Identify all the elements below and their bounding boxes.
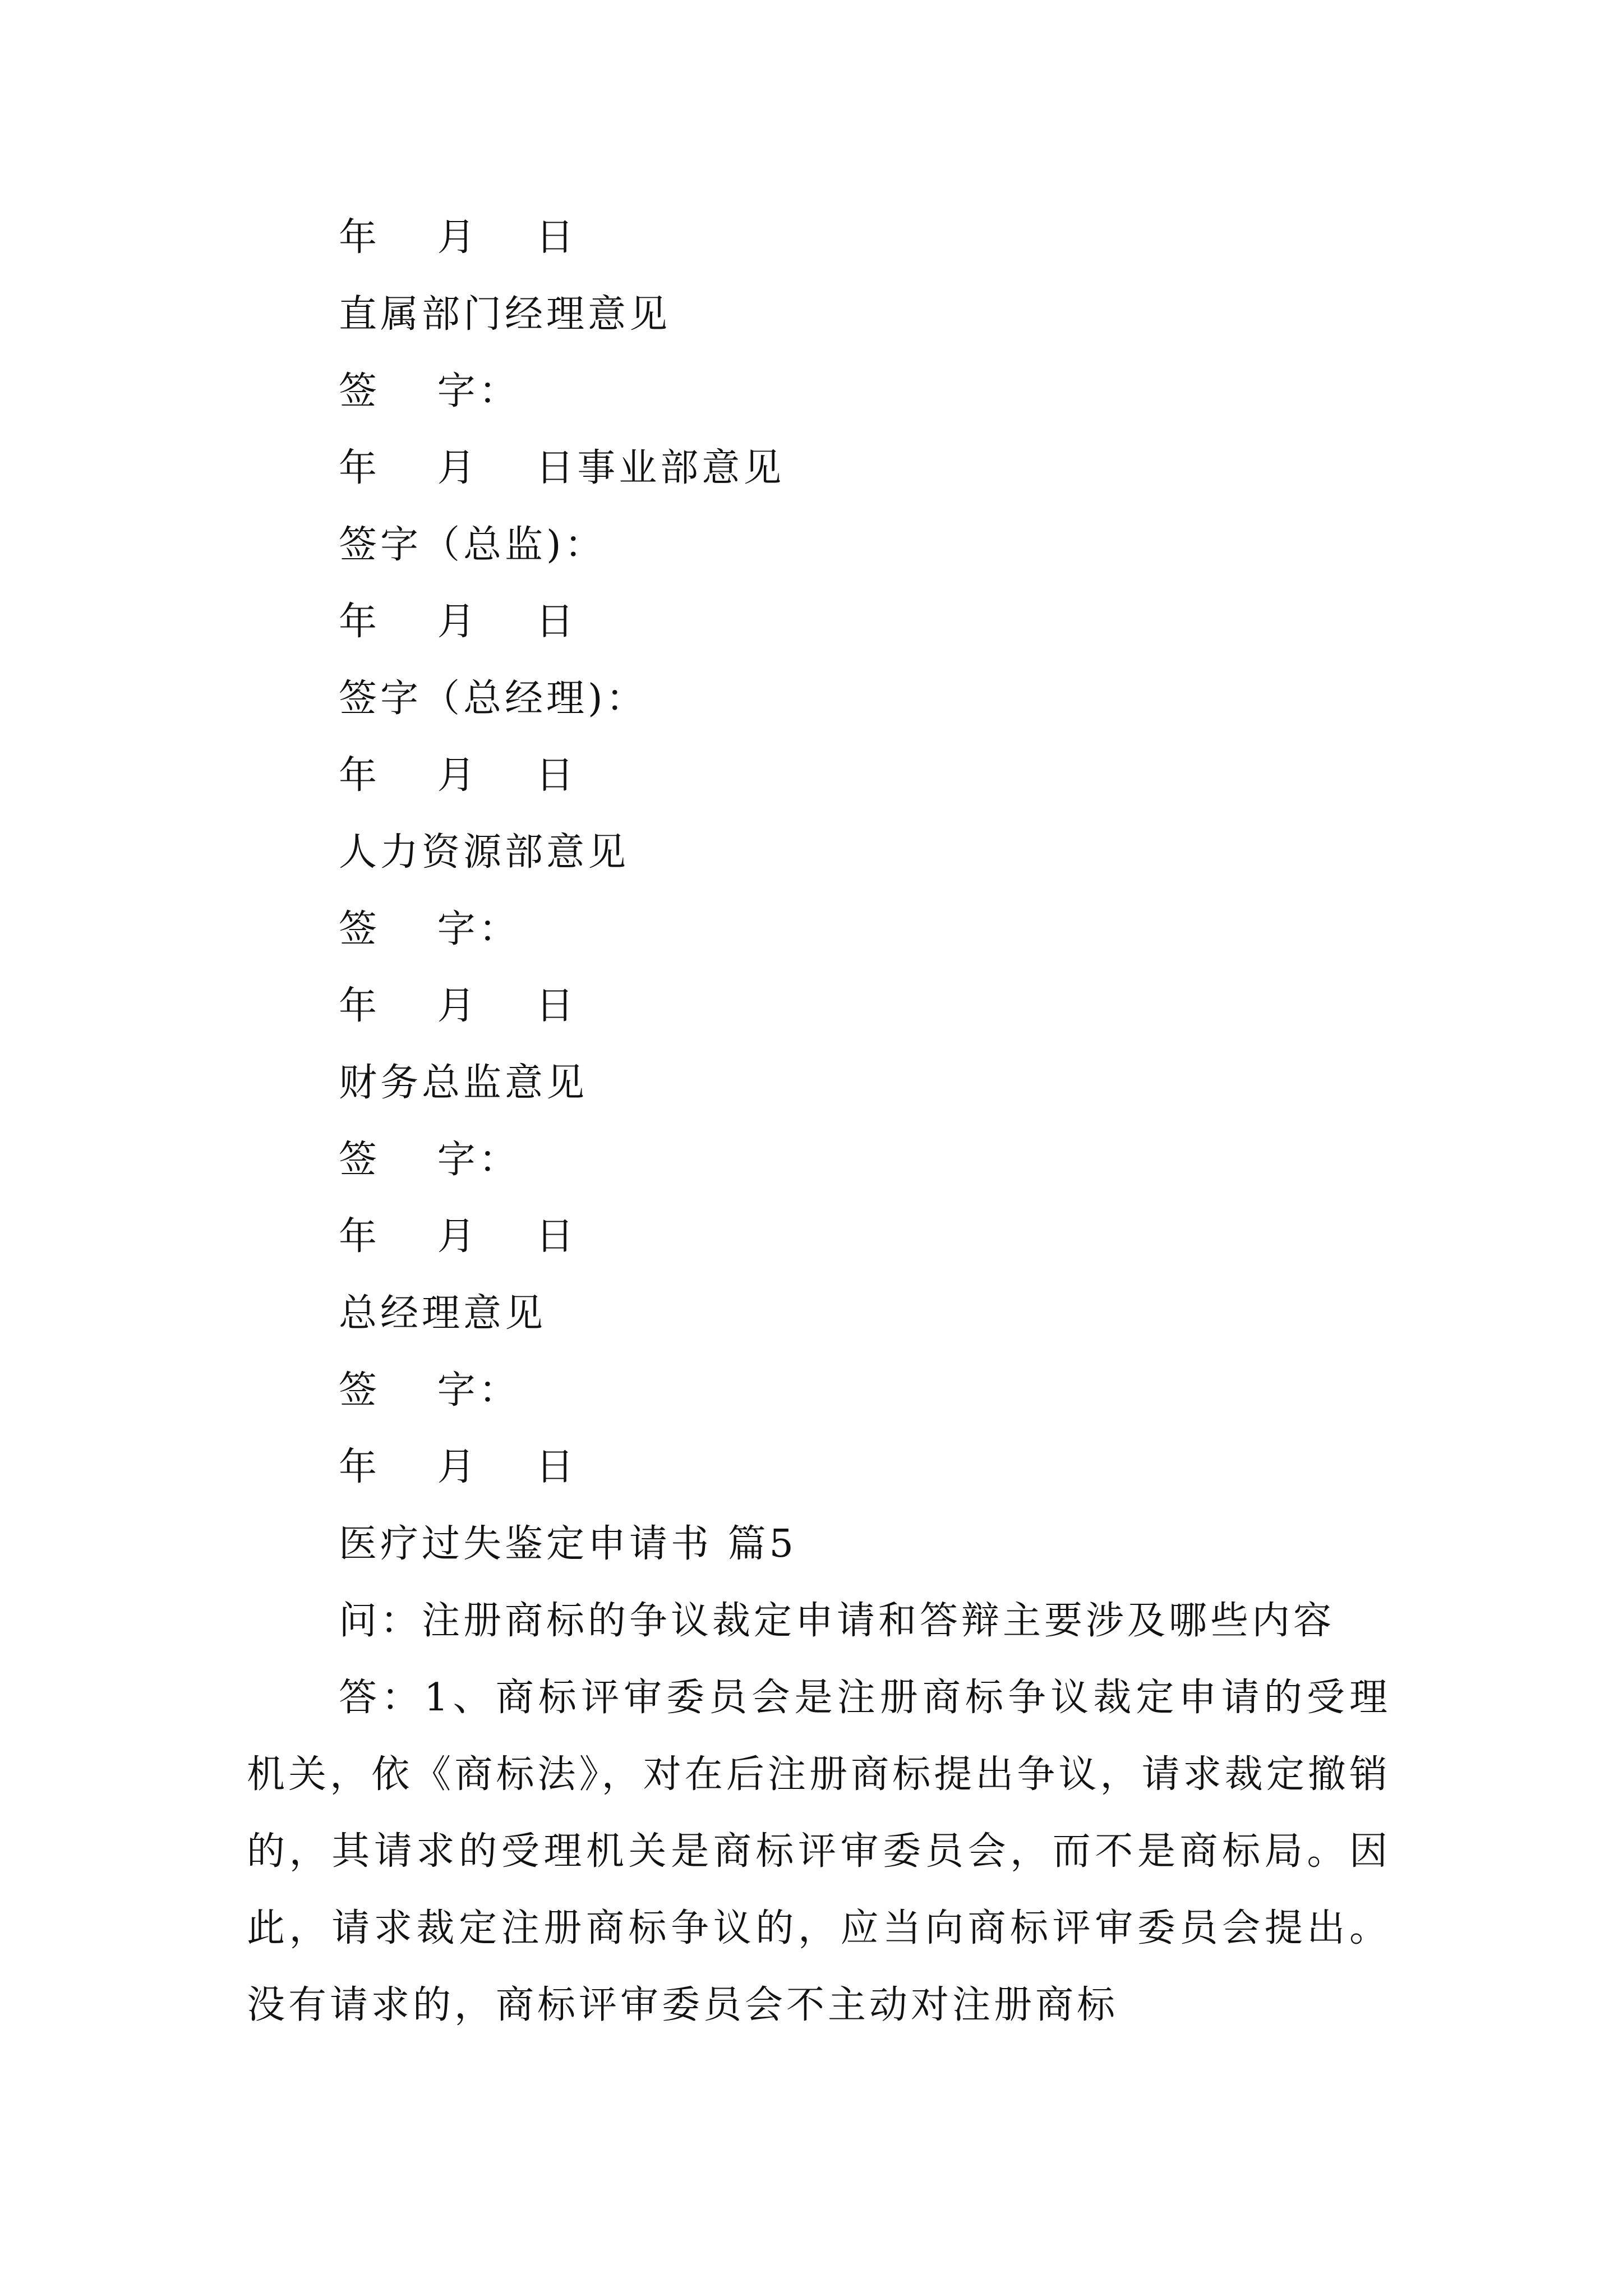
date-line: 年 月 日 [339, 215, 578, 260]
date-line-business-unit: 年 月 日事业部意见 [339, 446, 785, 490]
signature-line: 签 字： [339, 1368, 520, 1412]
section-heading-hr: 人力资源部意见 [339, 830, 630, 875]
document-body [247, 199, 1391, 2044]
signature-general-manager-line: 签字（总经理)： [339, 677, 648, 721]
section-heading-general-manager: 总经理意见 [339, 1291, 547, 1336]
date-line: 年 月 日 [339, 984, 578, 1028]
section-heading-cfo: 财务总监意见 [339, 1061, 588, 1105]
date-line: 年 月 日 [339, 1214, 578, 1259]
signature-director-line: 签字（总监)： [339, 523, 606, 567]
date-line: 年 月 日 [339, 1445, 578, 1489]
signature-line: 签 字： [339, 1138, 520, 1182]
signature-line: 签 字： [339, 369, 520, 413]
date-line: 年 月 日 [339, 753, 578, 798]
section-heading-direct-manager: 直属部门经理意见 [339, 292, 671, 337]
article-title: 医疗过失鉴定申请书 篇5 [339, 1522, 797, 1566]
answer-paragraph: 答：1、商标评审委员会是注册商标争议裁定申请的受理机关，依《商标法》，对在后注册商标提出争议，请求裁定撤销的，其请求的受理机关是商标评审委员会，而不是商标局。因此，请求裁定注册商标争议的，应当向商标评审委员会提出。没有请求的，商标评审委员会不主动对注册商标 [247, 1676, 1391, 2027]
signature-line: 签 字： [339, 907, 520, 951]
date-line: 年 月 日 [339, 600, 578, 644]
question-line: 问：注册商标的争议裁定申请和答辩主要涉及哪些内容 [339, 1599, 1335, 1643]
